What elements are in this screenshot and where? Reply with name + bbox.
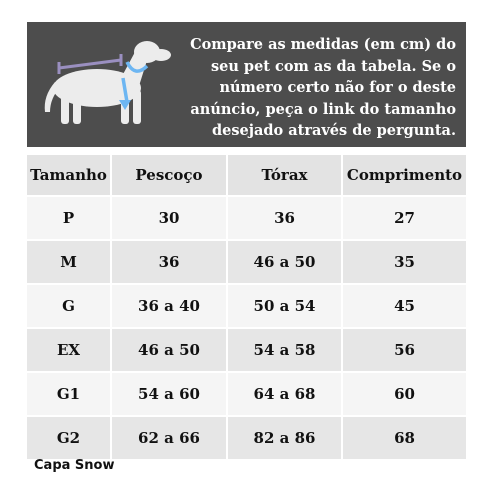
instructions-line: anúncio, peça o link do tamanho <box>190 100 456 118</box>
header-length: Comprimento <box>343 155 466 197</box>
table-row <box>27 285 466 329</box>
cell-size: M <box>27 241 112 285</box>
cell-neck: 62 a 66 <box>112 417 228 461</box>
cell-size: G <box>27 285 112 329</box>
header-neck: Pescoço <box>112 155 228 197</box>
instructions-line: número certo não for o deste <box>219 79 456 96</box>
cell-size: EX <box>27 329 112 373</box>
instructions-line: seu pet com as da tabela. Se o <box>210 57 456 75</box>
table-row <box>27 417 466 461</box>
cell-neck: 36 a 40 <box>112 285 228 329</box>
measurement-instructions-banner <box>27 22 466 147</box>
cell-size: G1 <box>27 373 112 417</box>
cell-length: 35 <box>343 241 466 285</box>
cell-size: G2 <box>27 417 112 461</box>
size-table <box>27 155 466 461</box>
cell-chest: 82 a 86 <box>228 417 343 461</box>
table-header-row <box>27 155 466 197</box>
cell-chest: 46 a 50 <box>228 241 343 285</box>
cell-neck: 36 <box>112 241 228 285</box>
header-chest: Tórax <box>228 155 343 197</box>
cell-length: 27 <box>343 197 466 241</box>
cell-length: 45 <box>343 285 466 329</box>
cell-chest: 54 a 58 <box>228 329 343 373</box>
table-row <box>27 373 466 417</box>
cell-length: 56 <box>343 329 466 373</box>
cell-neck: 46 a 50 <box>112 329 228 373</box>
cell-neck: 54 a 60 <box>112 373 228 417</box>
cell-chest: 64 a 68 <box>228 373 343 417</box>
table-row <box>27 329 466 373</box>
instructions-line: Compare as medidas (em cm) do <box>190 36 456 53</box>
cell-size: P <box>27 197 112 241</box>
instructions-line: desejado através de pergunta. <box>211 122 456 139</box>
cell-chest: 50 a 54 <box>228 285 343 329</box>
instructions-text <box>176 34 456 142</box>
cell-length: 68 <box>343 417 466 461</box>
cell-length: 60 <box>343 373 466 417</box>
dog-measurement-icon <box>35 30 185 142</box>
product-name-label: Capa Snow <box>34 458 115 473</box>
table-row <box>27 241 466 285</box>
cell-chest: 36 <box>228 197 343 241</box>
table-row <box>27 197 466 241</box>
cell-neck: 30 <box>112 197 228 241</box>
header-size: Tamanho <box>27 155 112 197</box>
